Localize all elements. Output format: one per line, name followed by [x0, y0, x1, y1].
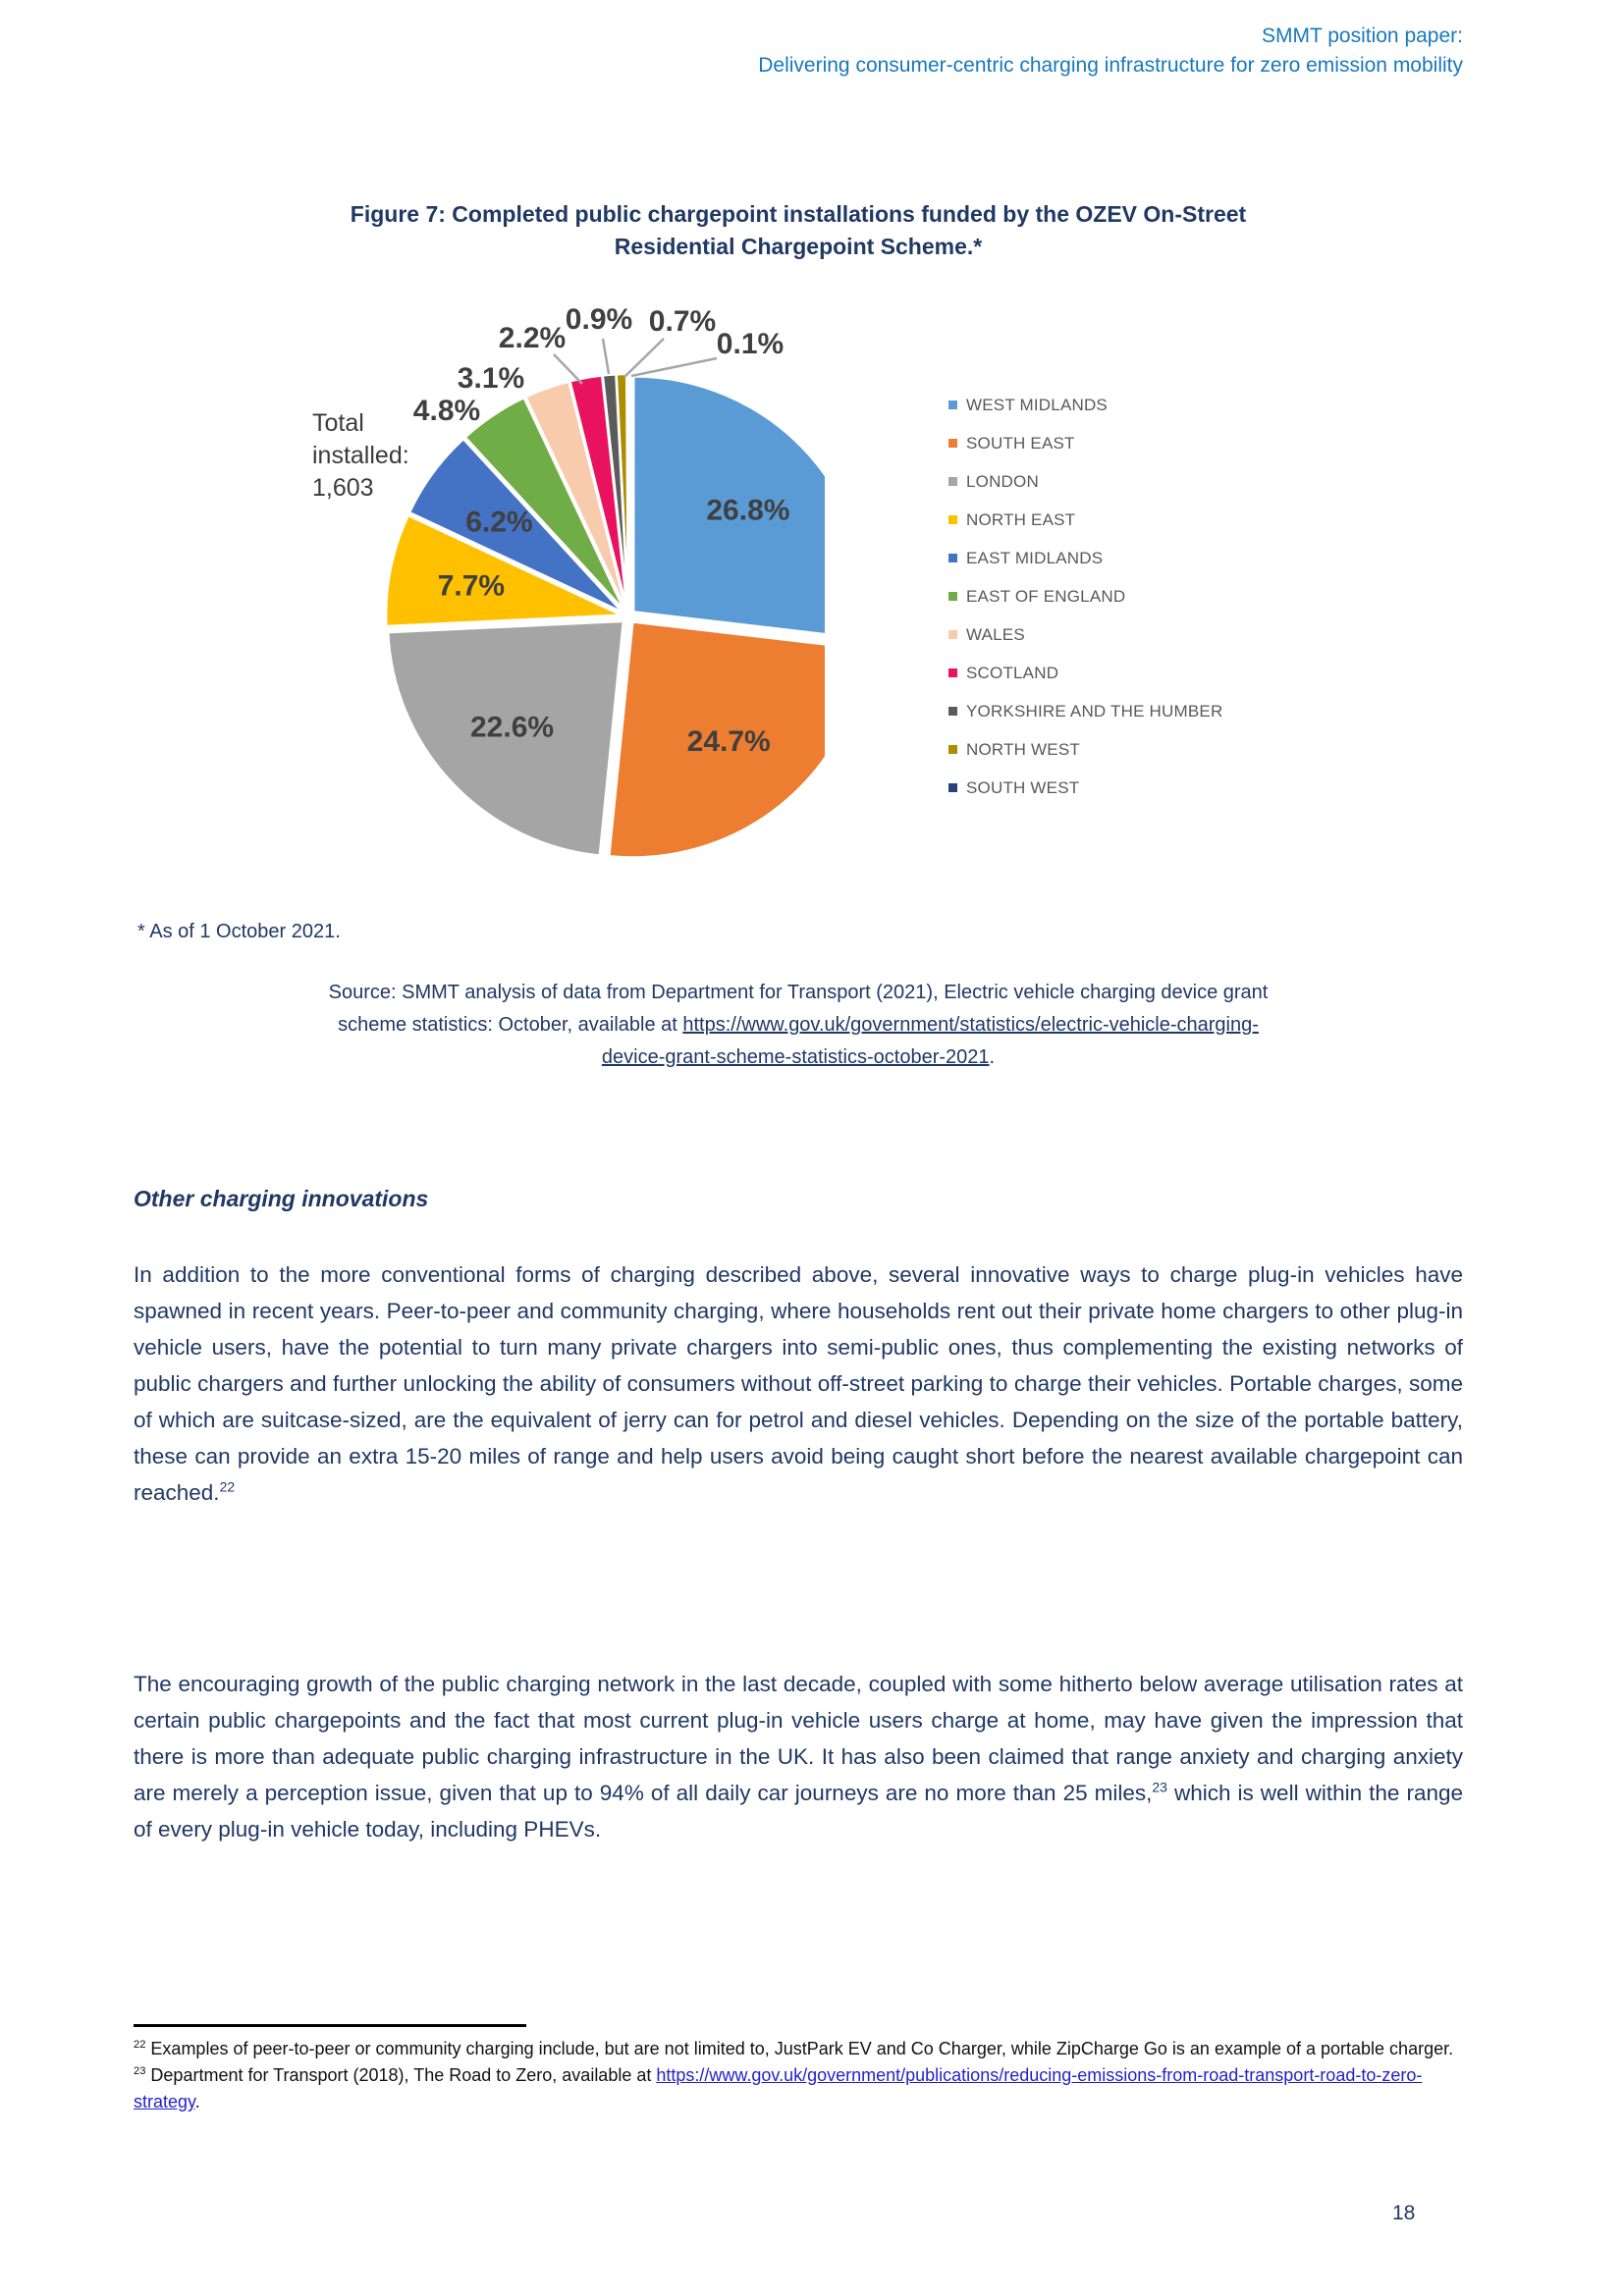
pie-value-label-london: 22.6%: [470, 711, 555, 744]
paragraph2-text-before: The encouraging growth of the public charging network in the last decade, coupled with some hitherto below average utilisation rates at certain public chargepoints and the fact that most current plug-in vehicle users charge at home, may have given the impression that there is more than adequate public charging infrastructure in the UK. It has also been claimed that range anxiety and charging anxiety are merely a perception issue, given that up to 94% of all daily car journeys are no more than 25 miles,: [134, 1672, 1463, 1805]
footnote-ref-23[interactable]: 23: [1152, 1779, 1167, 1795]
legend-marker: [948, 630, 957, 639]
legend-label: EAST MIDLANDS: [966, 548, 1104, 567]
legend-item-east-midlands: [948, 550, 1222, 566]
paragraph1-text: In addition to the more conventional forms of charging described above, several innovative ways to charge plug-in vehicles have spawned in recent years. Peer-to-peer and community charging, where households rent out their private home chargers to other plug-in vehicle users, have the potential to turn many private chargers into semi-public ones, thus complementing the existing networks of public chargers and further unlocking the ability of consumers without off-street parking to charge their vehicles. Portable charges, some of which are suitcase-sized, are the equivalent of jerry can for petrol and diesel vehicles. Depending on the size of the portable battery, these can provide an extra 15-20 miles of range and help users avoid being caught short before the nearest available chargepoint can reached.: [134, 1262, 1463, 1505]
pie-value-label-west-midlands: 26.8%: [706, 494, 790, 527]
legend-item-london: [948, 473, 1222, 490]
legend-item-east-of-england: [948, 588, 1222, 605]
footnote-23: [134, 2062, 1489, 2115]
legend-marker: [948, 515, 957, 524]
legend-label: NORTH WEST: [966, 739, 1080, 759]
legend-marker: [948, 554, 957, 562]
figure-title-line2: Residential Chargepoint Scheme.*: [614, 234, 983, 259]
footnote-23-number: 23: [134, 2065, 146, 2077]
body-paragraph-1: [134, 1256, 1463, 1511]
source-link-part2[interactable]: device-grant-scheme-statistics-october-2021: [601, 1046, 990, 1068]
pie-value-label-wales: 3.1%: [457, 362, 525, 395]
footnote-23-suffix: .: [194, 2092, 200, 2111]
total-installed-label: [312, 407, 409, 505]
legend-marker: [948, 477, 957, 486]
source-line1: Source: SMMT analysis of data from Department for Transport (2021), Electric vehicle charging device grant: [328, 982, 1269, 1003]
source-line2-text: scheme statistics: October, available at: [338, 1014, 683, 1036]
legend-marker: [948, 439, 957, 448]
legend-item-north-east: [948, 511, 1222, 528]
chart-legend: [948, 397, 1222, 818]
source-line3: [134, 1041, 1463, 1074]
legend-label: WALES: [966, 624, 1025, 644]
legend-marker: [948, 783, 957, 792]
paragraph2-text-after: which is well within the range of every plug-in vehicle today, including PHEVs.: [134, 1781, 1464, 1842]
legend-label: LONDON: [966, 471, 1039, 491]
total-label-line3: 1,603: [312, 474, 374, 502]
legend-item-scotland: [948, 665, 1222, 681]
section-heading: Other charging innovations: [134, 1186, 429, 1211]
legend-item-north-west: [948, 741, 1222, 758]
footnote-divider: [134, 2024, 526, 2027]
legend-marker: [948, 668, 957, 677]
legend-item-south-east: [948, 435, 1222, 452]
footnote-23-link[interactable]: https://www.gov.uk/government/publications/reducing-emissions-from-road-transport-road-to-zero-strategy: [134, 2065, 1423, 2111]
page-header: [758, 22, 1463, 80]
figure-title-line1: Figure 7: Completed public chargepoint installations funded by the OZEV On-Street: [350, 201, 1247, 227]
pie-value-label-east-midlands: 6.2%: [465, 506, 533, 539]
footnote-ref-22[interactable]: 22: [219, 1478, 236, 1495]
footnote-22-number: 22: [134, 2039, 146, 2051]
legend-label: SCOTLAND: [966, 663, 1059, 682]
pie-value-label-east-of-england: 4.8%: [412, 395, 481, 427]
leader-line-scotland: [554, 354, 582, 384]
footnote-23-text: Department for Transport (2018), The Road to Zero, available at: [145, 2065, 657, 2085]
pie-slice-south-west: [626, 374, 628, 610]
total-label-line1: Total: [312, 409, 364, 437]
pie-value-label-north-east: 7.7%: [437, 569, 506, 603]
leader-line-south-west: [631, 358, 717, 376]
source-link-part1[interactable]: https://www.gov.uk/government/statistics/electric-vehicle-charging-: [682, 1014, 1259, 1036]
legend-item-wales: [948, 626, 1222, 643]
leader-line-yorkshire-and-the-humber: [603, 339, 609, 374]
source-note: [134, 977, 1463, 1074]
pie-value-label-north-west: 0.7%: [648, 305, 717, 338]
legend-marker: [948, 400, 957, 409]
body-paragraph-2: [134, 1666, 1463, 1847]
legend-marker: [948, 707, 957, 716]
legend-label: WEST MIDLANDS: [966, 395, 1108, 414]
pie-value-label-south-east: 24.7%: [686, 725, 771, 759]
footnotes: [134, 2036, 1489, 2115]
figure-title: [134, 198, 1463, 263]
legend-label: EAST OF ENGLAND: [966, 586, 1126, 606]
pie-chart-svg: [128, 290, 825, 879]
asterisk-note: * As of 1 October 2021.: [137, 921, 341, 942]
footnote-22: [134, 2036, 1489, 2062]
total-label-line2: installed:: [312, 442, 409, 469]
header-line1: SMMT position paper:: [1261, 25, 1463, 47]
legend-item-yorkshire-and-the-humber: [948, 703, 1222, 720]
source-line2: [134, 1009, 1463, 1041]
legend-marker: [948, 745, 957, 754]
footnote-22-text: Examples of peer-to-peer or community charging include, but are not limited to, JustPark EV and Co Charger, while ZipCharge Go is an example of a portable charger.: [145, 2039, 1454, 2058]
legend-item-west-midlands: [948, 397, 1222, 413]
legend-marker: [948, 592, 957, 601]
legend-label: SOUTH WEST: [966, 777, 1080, 797]
legend-label: SOUTH EAST: [966, 433, 1075, 453]
source-line3-suffix: .: [989, 1046, 996, 1068]
pie-value-label-yorkshire-and-the-humber: 0.9%: [565, 303, 633, 336]
pie-value-label-scotland: 2.2%: [498, 322, 567, 354]
pie-value-label-south-west: 0.1%: [716, 328, 785, 360]
header-line2: Delivering consumer-centric charging infrastructure for zero emission mobility: [758, 54, 1463, 77]
legend-item-south-west: [948, 779, 1222, 796]
page-number: 18: [1392, 2202, 1416, 2224]
legend-label: NORTH EAST: [966, 509, 1076, 529]
legend-label: YORKSHIRE AND THE HUMBER: [966, 701, 1223, 721]
